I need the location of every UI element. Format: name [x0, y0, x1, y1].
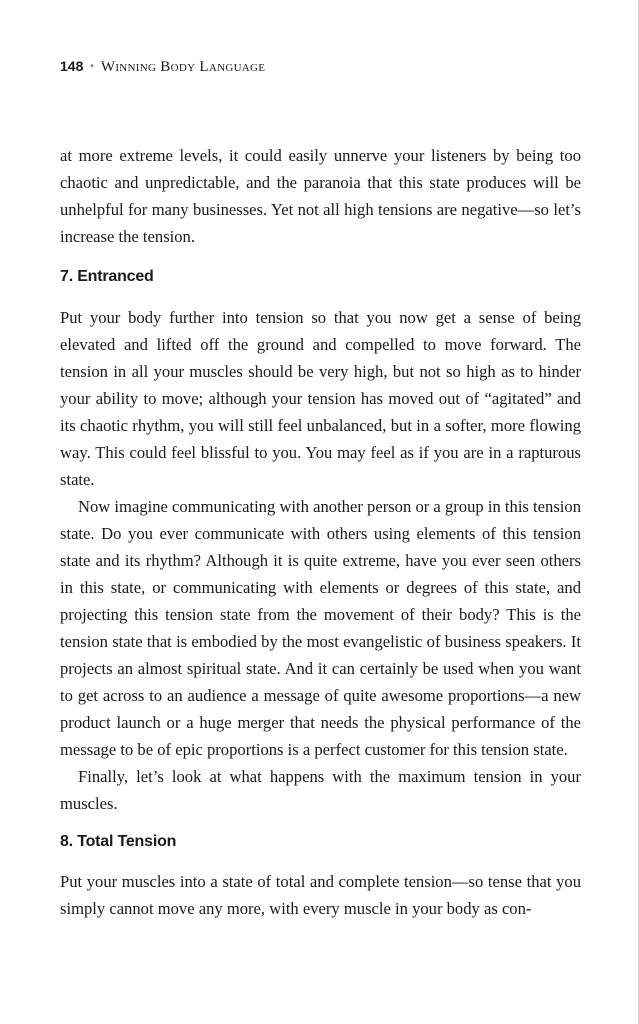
body-text — [60, 142, 581, 922]
paragraph-entranced-2: Now imagine communicating with another person or a group in this tension state. Do you ever communicate with others using elements of this tension state and its rhythm? Although it is quite extreme, have you ever seen others in this state, or communicating with elements or degrees of this state, and projecting this tension state from the movement of their body? This is the tension state that is embodied by the most evangelistic of business speakers. It projects an almost spiritual state. And it can certainly be used when you want to get across to an audience a message of quite awesome proportions—a new product launch or a huge merger that needs the physical performance of the message to be of epic proportions is a perfect customer for this tension state. — [60, 497, 581, 759]
running-head — [60, 56, 265, 77]
paragraph-intro: at more extreme levels, it could easily unnerve your listeners by being too chaotic and unpredictable, and the paranoia that this state produces will be unhelpful for many businesses. Yet not all high tensions are negative—so let’s increase the tension. — [60, 146, 581, 246]
book-title: Winning Body Language — [100, 59, 266, 75]
paragraph-entranced-1: Put your body further into tension so that you now get a sense of being elevated and lifted off the ground and compelled to move forward. The tension in all your muscles should be very high, but not so high as to hinder your ability to move; although your tension has moved out of “agitated” and its chaotic rhythm, you will still feel unbalanced, but in a softer, more flowing way. This could feel blissful to you. You may feel as if you are in a rapturous state. — [60, 308, 581, 489]
paragraph-total-tension-1: Put your muscles into a state of total and complete tension—so tense that you simply cannot move any more, with every muscle in your body as con- — [60, 872, 581, 918]
section-heading-entranced: 7. Entranced — [60, 268, 154, 285]
paragraph-entranced-3: Finally, let’s look at what happens with the maximum tension in your muscles. — [60, 767, 581, 813]
page-number: 148 — [60, 58, 84, 74]
separator-bullet: • — [90, 61, 94, 72]
section-heading-total-tension: 8. Total Tension — [60, 833, 177, 850]
